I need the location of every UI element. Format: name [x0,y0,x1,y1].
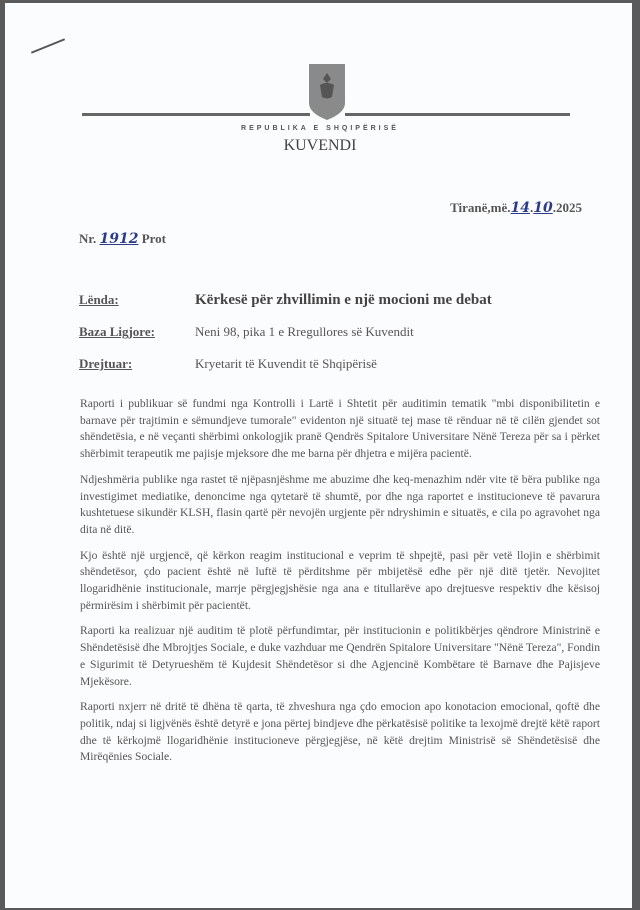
date-month: 10 [533,200,553,216]
protocol-number [79,231,166,247]
republic-label: REPUBLIKA E SHQIPËRISË [241,125,399,132]
paragraph: Kjo është një urgjencë, që kërkon reagim institucional e veprim të shpejtë, pasi për vetë llojin e shërbimit shëndetësor, çdo pacient është në luftë të përditshme për mbijetësë edhe për një ditë tjetër. Nevojitet llogaridhënie institucionale, marrje përgjegjshësie nga ana e titullarëve apo drejtuesve respektiv dhe kësisoj përmirësim i shërbimit për pacientët. [80,548,600,612]
document-body [80,396,600,775]
addressed-value: Kryetarit të Kuvendit të Shqipërisë [195,356,377,371]
subject-value: Kërkesë për zhvillimin e një mocioni me debat [195,292,492,308]
header-rule-right [345,113,570,116]
date-year: .2025 [552,200,582,215]
paragraph: Raporti i publikuar së fundmi nga Kontrolli i Lartë i Shtetit për auditimin tematik "mbi disponibilitetin e barnave për trajtimin e sëmundjeve tumorale" evidenton një situatë tej mase të rënduar në të cilën gjendet sot shëndetësia, e në veçanti shërbimi onkologjik pranë Qendrës Spitalore Universitare Nënë Tereza për sa i përket shërbimit terapeutik me pajisje mjeksore dhe me barna për dhjetra e mijëra pacientë. [80,397,600,461]
protocol-handwritten-number: 1912 [99,231,139,247]
paragraph: Ndjeshmëria publike nga rastet të njëpasnjëshme me abuzime dhe keq-menazhim ndër vite të bëra publike nga investigimet mediatike, denoncime nga qytetarë të shumtë, por dhe nga raportet e institucioneve të pavarura kushtetuese sikundër KLSH, flasin qartë për nevojën urgjente për ndryshimin e situatës, e cila po agravohet nga dita në ditë. [80,472,600,536]
document-date: Tiranë,më.14.10.2025 [450,200,582,216]
legal-basis-row [79,324,414,340]
subject-row [79,292,492,309]
addressed-label: Drejtuar: [79,356,133,371]
protocol-prefix: Nr. [79,231,97,246]
protocol-suffix: Prot [141,231,166,246]
institution-title: KUVENDI [283,137,357,154]
addressed-row [79,356,377,372]
paragraph: Raporti ka realizuar një auditim të plotë përfundimtar, për institucionin e politikbërjes qëndrore Ministrinë e Shëndetësisë dhe Mbrojtjes Sociale, e duke vazhduar me Qendrën Spitalore Universitare "Nënë Tereza", Fondin e Sigurimit të Detyrueshëm të Kujdesit Shëndetësor si dhe Agjencinë Kombëtare të Barnave dhe Pajisjeve Mjekësore. [80,624,601,688]
header-rule-left [82,113,310,116]
pen-mark [31,38,65,53]
date-prefix: Tiranë,më. [450,200,511,215]
paragraph: Raporti nxjerr në dritë të dhëna të qarta, të zhveshura nga çdo emocion apo konotacion emocional, qoftë dhe politik, ndaj si ligjvënës është detyrë e jona përtej bindjeve dhe përkatësisë politike ta lexojmë drejtë këtë raport dhe të kërkojmë llogaridhënie institucioneve përgjegjëse, në këtë drejtim Ministrisë së Shëndetësisë dhe Mirëqënies Sociale. [80,700,600,764]
coat-of-arms-icon [308,63,346,121]
subject-label: Lënda: [79,292,119,307]
date-day: 14 [510,200,531,216]
legal-basis-label: Baza Ligjore: [79,324,155,339]
legal-basis-value: Neni 98, pika 1 e Rregullores së Kuvendit [195,324,414,339]
